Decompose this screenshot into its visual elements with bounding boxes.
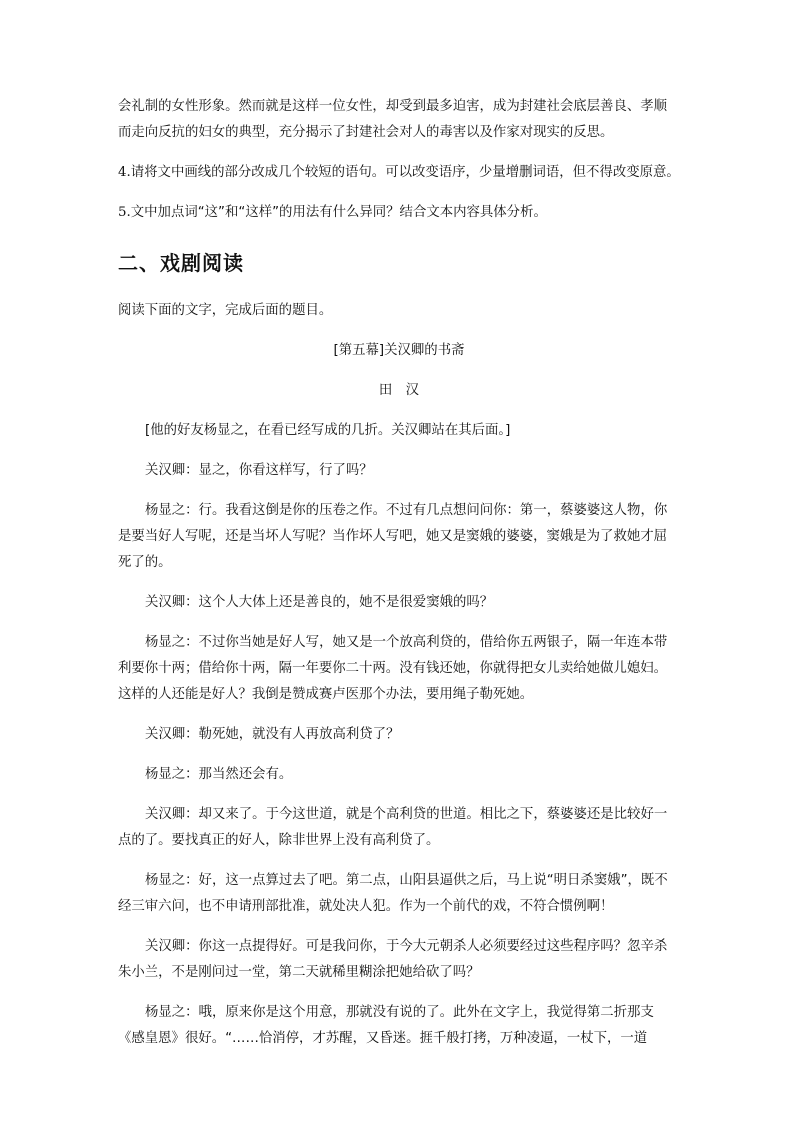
document-page bbox=[118, 94, 680, 1066]
dialogue-line: 关汉卿：你这一点提得好。可是我问你，于今大元朝杀人必须要经过这些程序吗？忽辛杀朱小兰，不是刚问过一堂，第二天就稀里糊涂把她给砍了吗？ bbox=[118, 939, 668, 980]
dialogue-line: 杨显之：哦，原来你是这个用意，那就没有说的了。此外在文字上，我觉得第二折那支《感皇恩》很好。“……恰消停，才苏醒，又昏迷。捱千般打拷，万种凌逼，一杖下，一道 bbox=[118, 1005, 654, 1046]
question-text: 文中加点词“这”和“这样”的用法有什么异同？结合文本内容具体分析。 bbox=[130, 205, 547, 220]
dialogue-line: 关汉卿：却又来了。于今这世道，就是个高利贷的世道。相比之下，蔡婆婆还是比较好一点的了。要找真正的好人，除非世界上没有高利贷了。 bbox=[118, 807, 668, 848]
dialogue-line: 杨显之：行。我看这倒是你的压卷之作。不过有几点想问问你：第一，蔡婆婆这人物，你是要当好人写呢，还是当坏人写呢？当作坏人写吧，她又是窦娥的婆婆，窦娥是为了救她才屈死了的。 bbox=[118, 503, 668, 570]
question-4 bbox=[118, 160, 680, 186]
dialogue-line: 关汉卿：显之，你看这样写，行了吗？ bbox=[145, 463, 373, 478]
intro-paragraph: 会礼制的女性形象。然而就是这样一位女性，却受到最多迫害，成为封建社会底层善良、孝顺而走向反抗的妇女的典型，充分揭示了封建社会对人的毒害以及作家对现实的反思。 bbox=[118, 99, 668, 140]
question-5 bbox=[118, 200, 680, 226]
play-author: 田 汉 bbox=[378, 383, 420, 398]
act-title: [第五幕]关汉卿的书斋 bbox=[333, 343, 465, 358]
dialogue-line: 关汉卿：这个人大体上还是善良的，她不是很爱窦娥的吗？ bbox=[145, 595, 494, 610]
question-text: 请将文中画线的部分改成几个较短的语句。可以改变语序，少量增删词语，但不得改变原意。 bbox=[130, 165, 680, 180]
dialogue-line: 杨显之：好，这一点算过去了吧。第二点，山阳县逼供之后，马上说“明日杀窦娥”，既不经三审六问，也不申请刑部批准，就处决人犯。作为一个前代的戏，不符合惯例啊！ bbox=[118, 873, 668, 914]
section-title: 二、戏剧阅读 bbox=[118, 251, 244, 275]
dialogue-line: 关汉卿：勒死她，就没有人再放高利贷了？ bbox=[145, 727, 400, 742]
reading-instruction: 阅读下面的文字，完成后面的题目。 bbox=[118, 303, 333, 318]
dialogue-line: 杨显之：那当然还会有。 bbox=[145, 767, 293, 782]
stage-direction: [他的好友杨显之，在看已经写成的几折。关汉卿站在其后面。] bbox=[145, 423, 511, 438]
dialogue-line: 杨显之：不过你当她是好人写，她又是一个放高利贷的，借给你五两银子，隔一年连本带利要你十两；借给你十两，隔一年要你二十两。没有钱还她，你就得把女儿卖给她做儿媳妇。这样的人还能是好人？我倒是赞成赛卢医那个办法，要用绳子勒死她。 bbox=[118, 635, 668, 702]
question-number: 4. bbox=[118, 165, 131, 180]
question-number: 5. bbox=[118, 205, 131, 220]
